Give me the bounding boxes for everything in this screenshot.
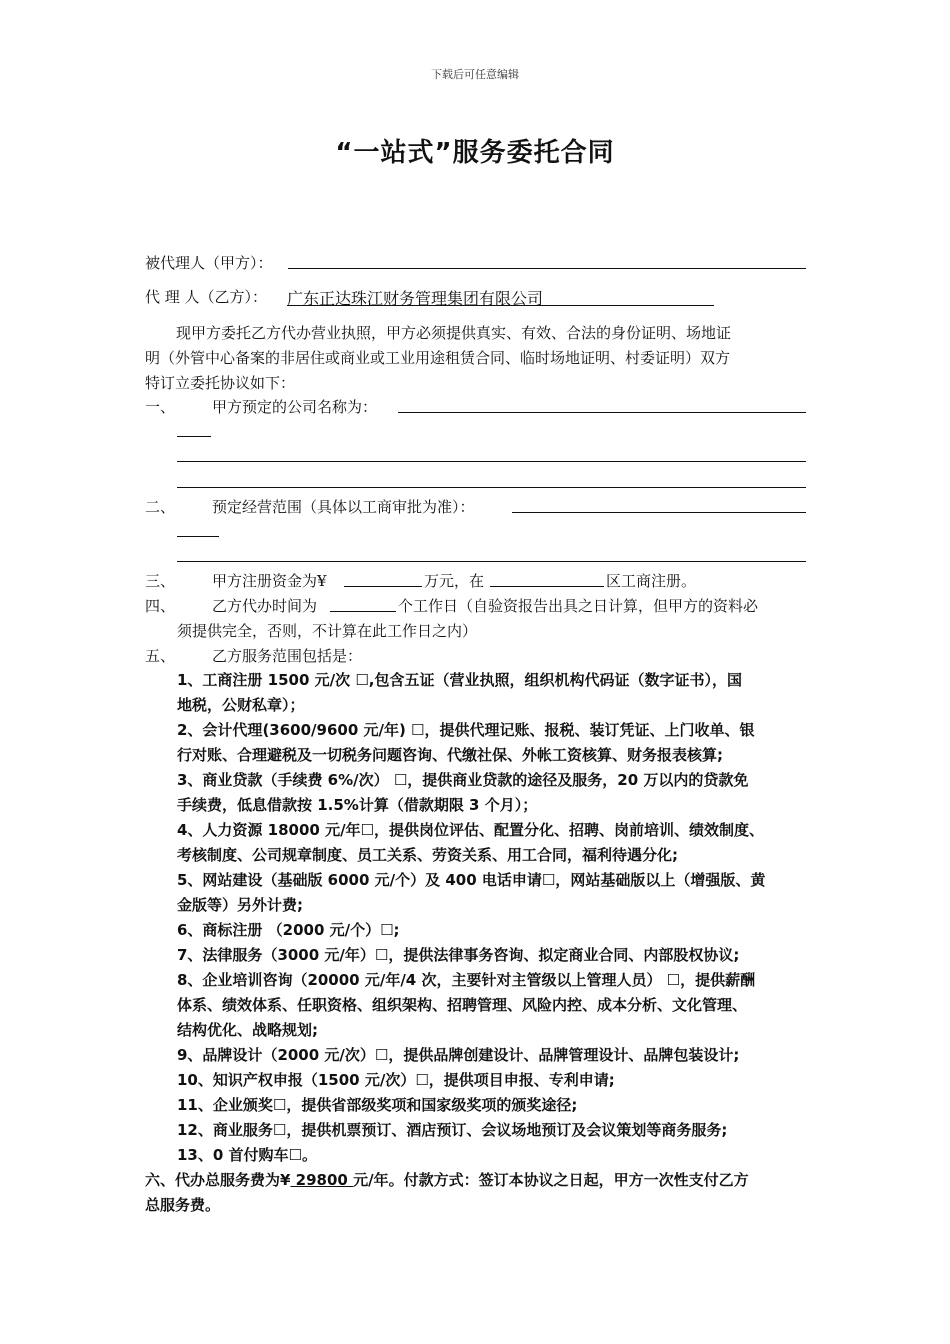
service-line: 地税，公财私章）； <box>177 696 305 714</box>
party-b-underline <box>287 305 714 306</box>
clause-3-text-a: 甲方注册资金为¥ <box>212 572 327 590</box>
business-scope-blank-2[interactable] <box>177 536 219 537</box>
clause-1-number: 一、 <box>145 398 176 416</box>
intro-line-1: 现甲方委托乙方代办营业执照，甲方必须提供真实、有效、合法的身份证明、场地证 <box>176 324 732 342</box>
service-line: 5、网站建设（基础版 6000 元/个）及 400 电话申请☐，网站基础版以上（增强版、黄 <box>177 871 766 889</box>
service-line: 8、企业培训咨询（20000 元/年/4 次，主要针对主管级以上管理人员） ☐，提供薪酬 <box>177 971 756 989</box>
clause-6-text-a: 六、代办总服务费为¥ <box>145 1171 291 1189</box>
service-line: 体系、绩效体系、任职资格、组织架构、招聘管理、风险内控、成本分析、文化管理、 <box>177 996 748 1014</box>
party-a-label: 被代理人（甲方）： <box>145 254 273 272</box>
service-line: 9、品牌设计（2000 元/次）☐，提供品牌创建设计、品牌管理设计、品牌包装设计; <box>177 1046 740 1064</box>
company-name-blank-4[interactable] <box>177 487 806 488</box>
contract-title: “一站式”服务委托合同 <box>335 138 615 168</box>
clause-6-line-1 <box>145 1169 749 1190</box>
service-line: 7、法律服务（3000 元/年）☐，提供法律事务咨询、拟定商业合同、内部股权协议; <box>177 946 740 964</box>
service-line: 结构优化、战略规划; <box>177 1021 318 1039</box>
clause-4-number: 四、 <box>145 597 176 615</box>
party-b-name: 广东正达珠江财务管理集团有限公司 <box>287 289 544 308</box>
clause-3-text-c: 区工商注册。 <box>606 572 697 590</box>
company-name-blank-2[interactable] <box>177 436 211 437</box>
clause-6-text-b: 元/年。付款方式：签订本协议之日起，甲方一次性支付乙方 <box>353 1171 749 1189</box>
intro-line-2: 明（外管中心备案的非居住或商业或工业用途租赁合同、临时场地证明、村委证明）双方 <box>145 349 731 367</box>
clause-3-text-b: 万元，在 <box>424 572 485 590</box>
service-line: 1、工商注册 1500 元/次 ☐,包含五证（营业执照，组织机构代码证（数字证书），国 <box>177 671 742 689</box>
clause-5-number: 五、 <box>145 647 176 665</box>
clause-4-text-b: 个工作日（自验资报告出具之日计算，但甲方的资料必 <box>398 597 759 615</box>
clause-4-line-2: 须提供完全，否则，不计算在此工作日之内） <box>177 622 478 640</box>
clause-4-text-a: 乙方代办时间为 <box>212 597 318 615</box>
party-b-label: 代 理 人（乙方）： <box>145 288 268 306</box>
service-line: 行对账、合理避税及一切税务问题咨询、代缴社保、外帐工资核算、财务报表核算; <box>177 746 724 764</box>
header-note: 下载后可任意编辑 <box>431 68 519 81</box>
business-scope-blank-3[interactable] <box>177 561 806 562</box>
clause-3-number: 三、 <box>145 572 176 590</box>
party-a-blank[interactable] <box>288 268 806 269</box>
clause-5-text: 乙方服务范围包括是： <box>212 647 363 665</box>
service-line: 2、会计代理(3600/9600 元/年) ☐，提供代理记账、报税、装订凭证、上门收单、银 <box>177 721 755 739</box>
service-line: 考核制度、公司规章制度、员工关系、劳资关系、用工合同，福利待遇分化; <box>177 846 679 864</box>
business-scope-blank-1[interactable] <box>512 512 806 513</box>
service-line: 12、商业服务☐，提供机票预订、酒店预订、会议场地预订及会议策划等商务服务; <box>177 1121 728 1139</box>
clause-2-number: 二、 <box>145 498 176 516</box>
service-fee-amount: 29800 <box>290 1171 354 1189</box>
clause-2-text: 预定经营范围（具体以工商审批为准）： <box>212 498 475 516</box>
company-name-blank-3[interactable] <box>177 461 806 462</box>
clause-6-line-2: 总服务费。 <box>145 1196 221 1214</box>
clause-1-text: 甲方预定的公司名称为： <box>212 398 378 416</box>
days-blank[interactable] <box>330 611 396 612</box>
company-name-blank-1[interactable] <box>398 412 806 413</box>
district-blank[interactable] <box>490 586 604 587</box>
capital-blank[interactable] <box>344 586 422 587</box>
service-line: 金版等）另外计费; <box>177 896 303 914</box>
service-line: 13、0 首付购车☐。 <box>177 1146 317 1164</box>
service-line: 6、商标注册 （2000 元/个）☐; <box>177 921 400 939</box>
service-line: 3、商业贷款（手续费 6%/次） ☐，提供商业贷款的途径及服务，20 万以内的贷款免 <box>177 771 749 789</box>
service-line: 11、企业颁奖☐，提供省部级奖项和国家级奖项的颁奖途径; <box>177 1096 578 1114</box>
intro-line-3: 特订立委托协议如下： <box>145 374 296 392</box>
service-line: 10、知识产权申报（1500 元/次）☐，提供项目申报、专利申请; <box>177 1071 615 1089</box>
service-line: 手续费，低息借款按 1.5%计算（借款期限 3 个月）； <box>177 796 538 814</box>
service-line: 4、人力资源 18000 元/年☐，提供岗位评估、配置分化、招聘、岗前培训、绩效制度、 <box>177 821 764 839</box>
